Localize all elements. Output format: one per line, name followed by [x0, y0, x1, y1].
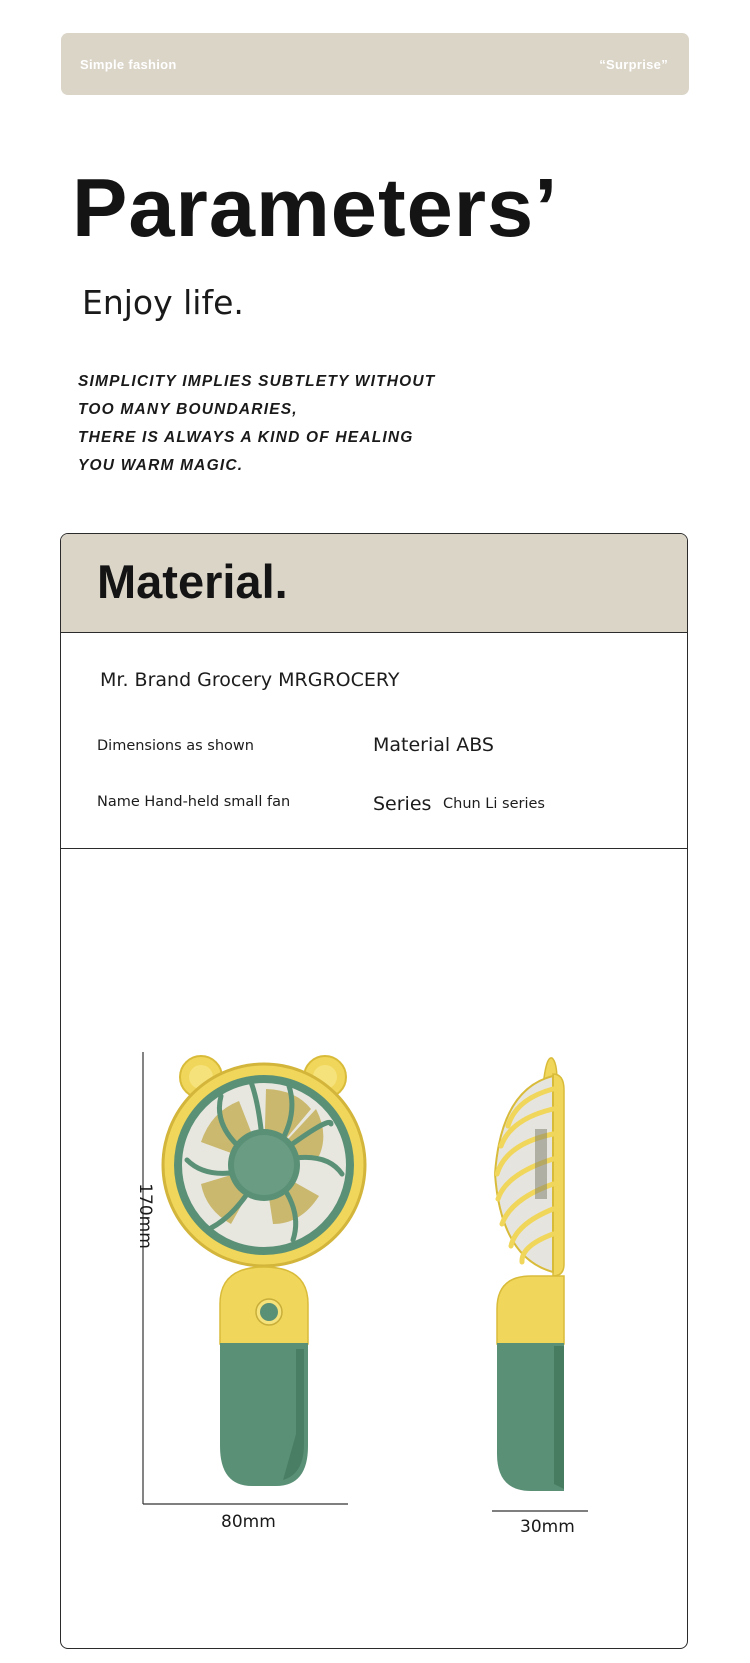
tagline-line: TOO MANY BOUNDARIES, [78, 401, 298, 418]
page-title: Parameters’ [72, 161, 559, 254]
series-label: Series [373, 793, 432, 815]
material-heading: Material. [97, 555, 288, 608]
series-value: Chun Li series [443, 796, 545, 812]
name-spec: Name Hand-held small fan [97, 794, 291, 810]
depth-dimension-label: 30mm [520, 1517, 575, 1537]
tagline-line: THERE IS ALWAYS A KIND OF HEALING [78, 429, 414, 446]
brand-text: Mr. Brand Grocery MRGROCERY [100, 669, 400, 691]
fan-side-view [495, 1058, 564, 1491]
dimensions-spec: Dimensions as shown [97, 738, 254, 754]
fan-front-view [163, 1056, 365, 1486]
material-spec: Material ABS [373, 734, 494, 756]
tagline-line: YOU WARM MAGIC. [78, 457, 244, 474]
fan-illustration [61, 534, 688, 1649]
top-banner [61, 33, 689, 95]
page-subtitle: Enjoy life. [82, 283, 244, 322]
width-dimension-label: 80mm [221, 1512, 276, 1532]
height-dimension-label: 170mm [135, 1183, 155, 1249]
banner-left-text: Simple fashion [80, 57, 177, 72]
banner-right-text: “Surprise” [599, 57, 668, 72]
tagline [78, 368, 435, 480]
material-card [60, 533, 688, 1649]
tagline-line: SIMPLICITY IMPLIES SUBTLETY WITHOUT [78, 373, 436, 390]
